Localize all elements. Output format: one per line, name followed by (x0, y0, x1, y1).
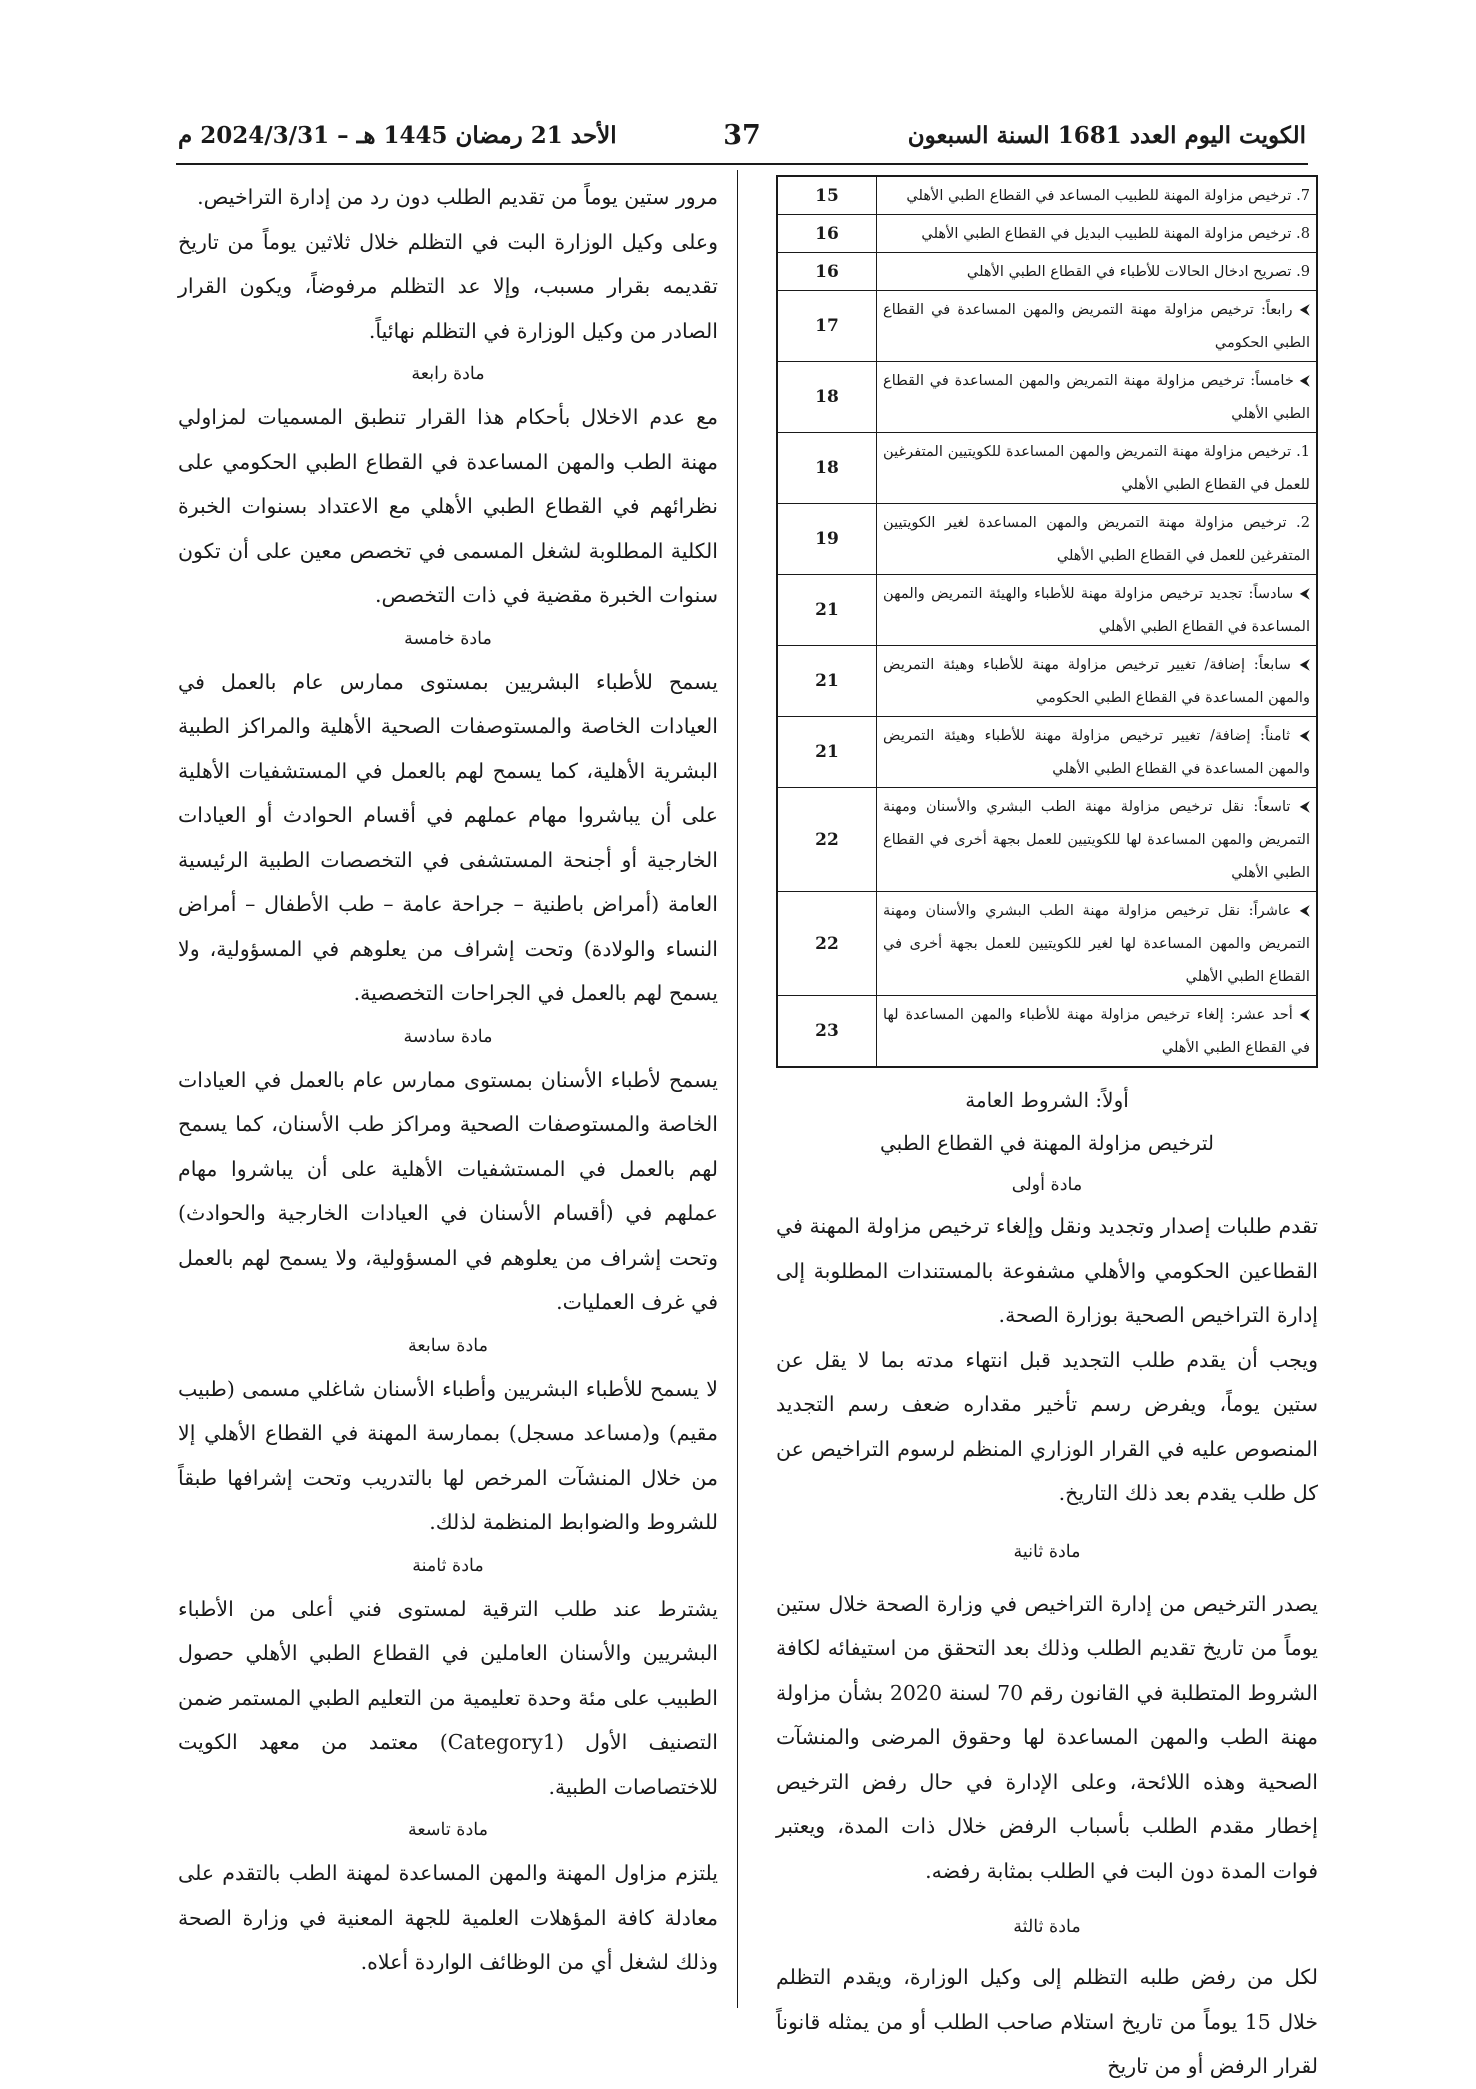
article-3-continuation-2: وعلى وكيل الوزارة البت في التظلم خلال ثلاثين يوماً من تاريخ تقديمه بقرار مسبب، وإلا عد التظلم مرفوضاً، ويكون القرار الصادر من وكيل الوزارة في التظلم نهائياً. (178, 229, 718, 343)
toc-entry-title: ⮜ تاسعاً: نقل ترخيص مزاولة مهنة الطب البشري والأسنان ومهنة التمريض والمهن المساعدة لها للكويتيين للعمل بجهة أخرى في القطاع الطبي الأهلي (877, 788, 1318, 892)
article-3-continuation-1: مرور ستين يوماً من تقديم الطلب دون رد من إدارة التراخيص. (197, 185, 718, 209)
toc-entry-page: 22 (777, 892, 877, 996)
article-6-heading: مادة سادسة (403, 1026, 493, 1047)
toc-entry-title: 2. ترخيص مزاولة مهنة التمريض والمهن المساعدة لغير الكويتيين المتفرغين للعمل في القطاع الطبي الأهلي (877, 504, 1318, 575)
toc-row (777, 646, 1317, 717)
toc-entry-page: 19 (777, 504, 877, 575)
article-8-paragraph-1: يشترط عند طلب الترقية لمستوى فني أعلى من الأطباء البشريين والأسنان العاملين في القطاع الطبي الأهلي حصول الطبيب على مئة وحدة تعليمية من التعليم الطبي المستمر ضمن التصنيف الأول (Category1) معتمد من معهد الكويت للاختصاصات الطبية. (178, 1596, 718, 1799)
toc-entry-title: 9. تصريح ادخال الحالات للأطباء في القطاع الطبي الأهلي (877, 253, 1318, 291)
toc-entry-title: ⮜ أحد عشر: إلغاء ترخيص مزاولة مهنة للأطباء والمهن المساعدة لها في القطاع الطبي الأهلي (877, 996, 1318, 1068)
toc-entry-title: ⮜ سادساً: تجديد ترخيص مزاولة مهنة للأطباء والهيئة التمريض والمهن المساعدة في القطاع الطبي الأهلي (877, 575, 1318, 646)
section-title: أولاً: الشروط العامة (965, 1088, 1129, 1112)
page-number: 37 (723, 120, 761, 151)
toc-entry-page: 16 (777, 215, 877, 253)
issue-date: الأحد 21 رمضان 1445 هـ – 2024/3/31 م (178, 122, 617, 149)
toc-row (777, 996, 1317, 1068)
toc-entry-page: 15 (777, 176, 877, 215)
right-column (776, 175, 1318, 2089)
column-divider (737, 170, 738, 2008)
toc-row (777, 291, 1317, 362)
article-1-heading: مادة أولى (1011, 1175, 1083, 1195)
toc-entry-title: 8. ترخيص مزاولة المهنة للطبيب البديل في القطاع الطبي الأهلي (877, 215, 1318, 253)
article-3-heading: مادة ثالثة (1013, 1917, 1081, 1937)
article-6-paragraph-1: يسمح لأطباء الأسنان بمستوى ممارس عام بالعمل في العيادات الخاصة والمستوصفات الصحية ومراكز طب الأسنان، كما يسمح لهم بالعمل في المستشفيات الأهلية على أن يباشروا مهام عملهم في (أقسام الأسنان في العيادات الخارجية والحوادث) وتحت إشراف من يعلوهم في المسؤولية، ولا يسمح لهم بالعمل في غرف العمليات. (178, 1067, 718, 1314)
toc-row (777, 215, 1317, 253)
toc-row (777, 788, 1317, 892)
toc-entry-title: ⮜ خامساً: ترخيص مزاولة مهنة التمريض والمهن المساعدة في القطاع الطبي الأهلي (877, 362, 1318, 433)
left-column (178, 175, 718, 1985)
toc-entry-title: ⮜ ثامناً: إضافة/ تغيير ترخيص مزاولة مهنة للأطباء وهيئة التمريض والمهن المساعدة في القطاع الطبي الأهلي (877, 717, 1318, 788)
toc-row (777, 504, 1317, 575)
article-4-heading: مادة رابعة (411, 364, 485, 384)
article-9-heading: مادة تاسعة (408, 1820, 488, 1840)
toc-entry-page: 18 (777, 362, 877, 433)
toc-row (777, 717, 1317, 788)
toc-entry-title: 1. ترخيص مزاولة مهنة التمريض والمهن المساعدة للكويتيين المتفرغين للعمل في القطاع الطبي الأهلي (877, 433, 1318, 504)
publication-info: الكويت اليوم العدد 1681 السنة السبعون (907, 122, 1306, 149)
article-5-heading: مادة خامسة (404, 628, 492, 649)
toc-row (777, 433, 1317, 504)
toc-entry-page: 16 (777, 253, 877, 291)
article-9-paragraph-1: يلتزم مزاول المهنة والمهن المساعدة لمهنة الطب بالتقدم على معادلة كافة المؤهلات العلمية للجهة المعنية في وزارة الصحة وذلك لشغل أي من الوظائف الواردة أعلاه. (178, 1861, 718, 1974)
toc-entry-page: 22 (777, 788, 877, 892)
toc-entry-title: 7. ترخيص مزاولة المهنة للطبيب المساعد في القطاع الطبي الأهلي (877, 176, 1318, 215)
toc-entry-page: 23 (777, 996, 877, 1068)
article-7-heading: مادة سابعة (408, 1335, 488, 1356)
article-1-paragraph-1: تقدم طلبات إصدار وتجديد ونقل وإلغاء ترخيص مزاولة المهنة في القطاعين الحكومي والأهلي مشفوعة بالمستندات المطلوبة إلى إدارة التراخيص الصحية بوزارة الصحة. (776, 1214, 1318, 1327)
article-7-paragraph-1: لا يسمح للأطباء البشريين وأطباء الأسنان شاغلي مسمى (طبيب مقيم) و(مساعد مسجل) بممارسة المهنة في القطاع الأهلي إلا من خلال المنشآت المرخص لها بالتدريب وتحت إشرافها طبقاً للشروط والضوابط المنظمة لذلك. (178, 1376, 718, 1534)
toc-row (777, 176, 1317, 215)
article-4-paragraph-1: مع عدم الاخلال بأحكام هذا القرار تنطبق المسميات لمزاولي مهنة الطب والمهن المساعدة في القطاع الطبي الحكومي على نظرائهم في القطاع الطبي الأهلي مع الاعتداد بسنوات الخبرة الكلية المطلوبة لشغل المسمى في تخصص معين على أن تكون سنوات الخبرة مقضية في ذات التخصص. (178, 405, 718, 607)
article-8-heading: مادة ثامنة (412, 1555, 484, 1576)
article-1-paragraph-2: ويجب أن يقدم طلب التجديد قبل انتهاء مدته بما لا يقل عن ستين يوماً، ويفرض رسم تأخير مقداره ضعف رسم التجديد المنصوص عليه في القرار الوزاري المنظم لرسوم التراخيص عن كل طلب يقدم بعد ذلك التاريخ. (776, 1347, 1318, 1505)
toc-entry-page: 21 (777, 717, 877, 788)
toc-row (777, 892, 1317, 996)
toc-row (777, 575, 1317, 646)
toc-entry-page: 18 (777, 433, 877, 504)
table-of-contents (776, 175, 1318, 1068)
article-5-paragraph-1: يسمح للأطباء البشريين بمستوى ممارس عام بالعمل في العيادات الخاصة والمستوصفات الصحية الأهلية والمراكز الطبية البشرية الأهلية، كما يسمح لهم بالعمل في المستشفيات الأهلية على أن يباشروا مهام عملهم في أقسام الحوادث أو العيادات الخارجية أو أجنحة المستشفى في التخصصات الطبية الرئيسية العامة (أمراض باطنية – جراحة عامة – طب الأطفال – أمراض النساء والولادة) وتحت إشراف من يعلوهم في المسؤولية، ولا يسمح لهم بالعمل في الجراحات التخصصية. (178, 669, 718, 1005)
toc-row (777, 253, 1317, 291)
toc-entry-page: 17 (777, 291, 877, 362)
toc-entry-page: 21 (777, 575, 877, 646)
toc-row (777, 362, 1317, 433)
toc-entry-page: 21 (777, 646, 877, 717)
toc-entry-title: ⮜ عاشراً: نقل ترخيص مزاولة مهنة الطب البشري والأسنان ومهنة التمريض والمهن المساعدة لها لغير للكويتيين للعمل بجهة أخرى في القطاع الطبي الأهلي (877, 892, 1318, 996)
article-3-paragraph-1: لكل من رفض طلبه التظلم إلى وكيل الوزارة، ويقدم التظلم خلال 15 يوماً من تاريخ استلام صاحب الطلب أو من يمثله قانوناً لقرار الرفض أو من تاريخ (776, 1965, 1318, 2078)
toc-entry-title: ⮜ رابعاً: ترخيص مزاولة مهنة التمريض والمهن المساعدة في القطاع الطبي الحكومي (877, 291, 1318, 362)
article-2-heading: مادة ثانية (1013, 1541, 1081, 1562)
header-rule (176, 163, 1308, 165)
page-header (178, 118, 1306, 162)
toc-entry-title: ⮜ سابعاً: إضافة/ تغيير ترخيص مزاولة مهنة للأطباء وهيئة التمريض والمهن المساعدة في القطاع الطبي الحكومي (877, 646, 1318, 717)
article-2-paragraph-1: يصدر الترخيص من إدارة التراخيص في وزارة الصحة خلال ستين يوماً من تاريخ تقديم الطلب وذلك بعد التحقق من استيفائه لكافة الشروط المتطلبة في القانون رقم 70 لسنة 2020 بشأن مزاولة مهنة الطب والمهن المساعدة لها وحقوق المرضى والمنشآت الصحية وهذه اللائحة، وعلى الإدارة في حال رفض الترخيص إخطار مقدم الطلب بأسباب الرفض خلال ذات المدة، ويعتبر فوات المدة دون البت في الطلب بمثابة رفضه. (776, 1591, 1318, 1883)
section-subtitle: لترخيص مزاولة المهنة في القطاع الطبي (879, 1131, 1214, 1155)
